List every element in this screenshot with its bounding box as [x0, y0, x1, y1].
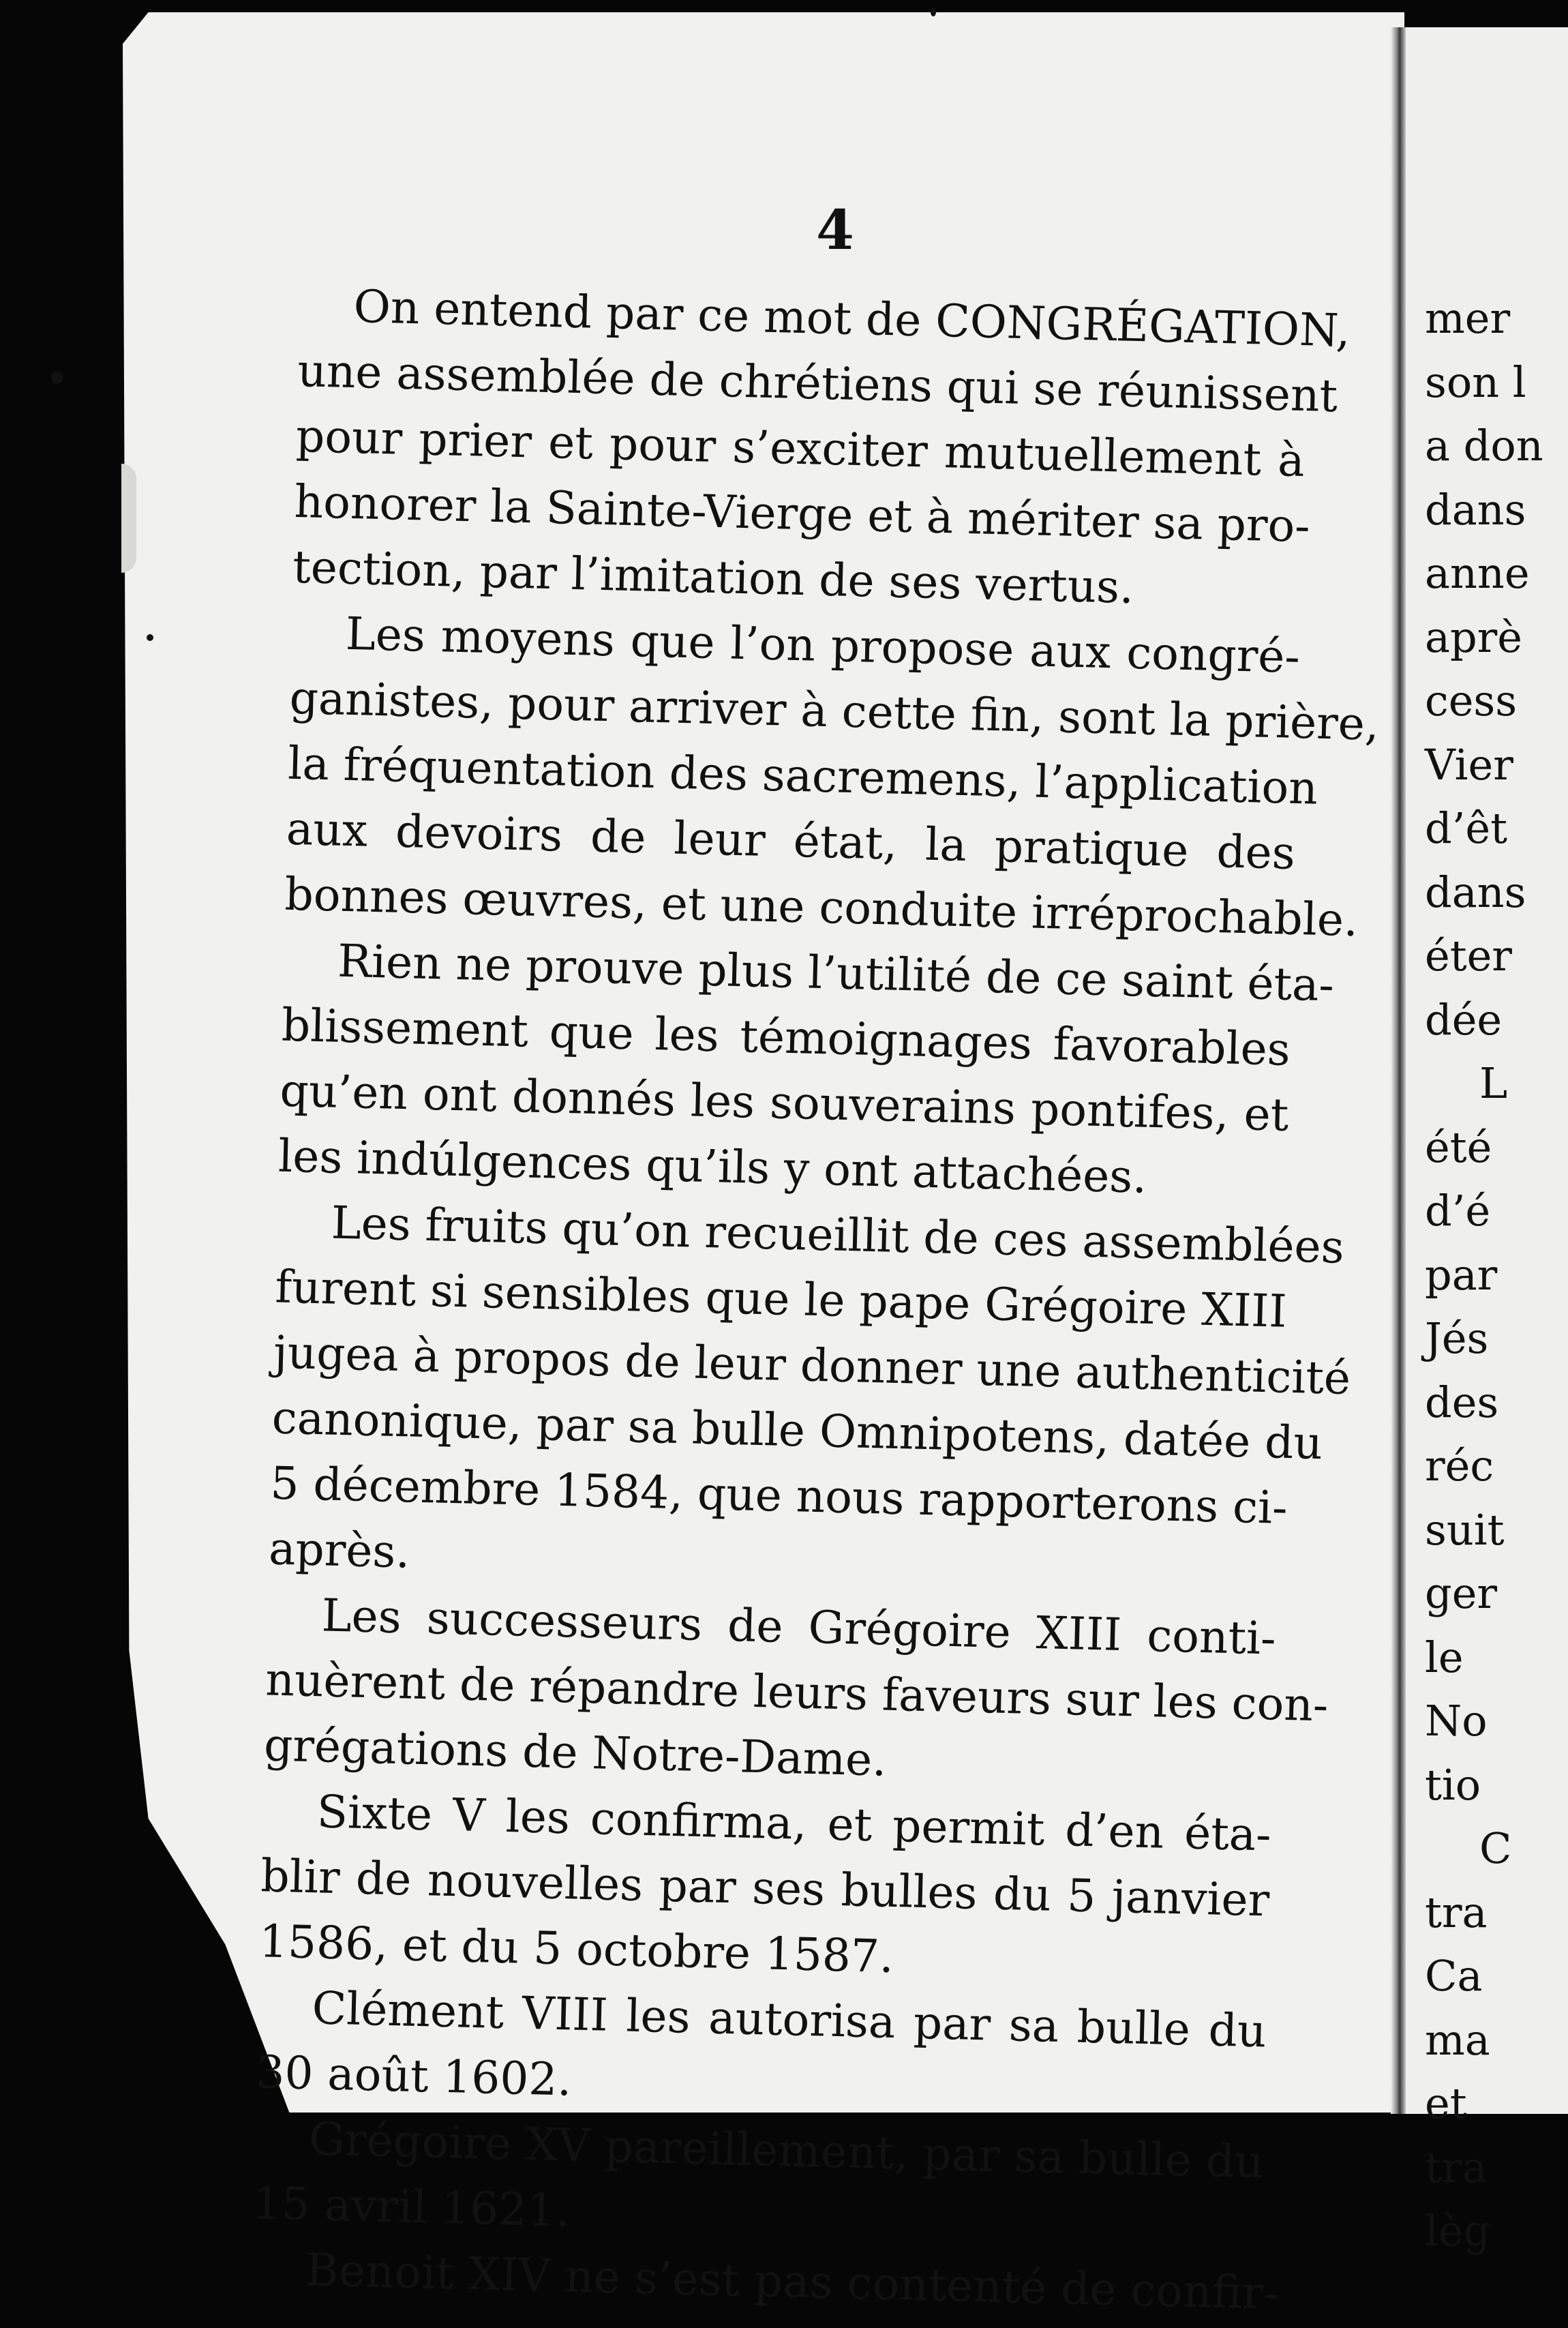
fragment-line: réc: [1425, 1441, 1494, 1491]
text-line: Sixte V les confirma, et permit d’en éta-: [316, 1785, 1272, 1862]
fragment-line: dans: [1425, 484, 1526, 535]
text-line: Clément VIII les autorisa par sa bulle du: [311, 1982, 1267, 2058]
fragment-line: des: [1425, 1377, 1499, 1427]
fragment-line: et: [1425, 2078, 1467, 2128]
fragment-line: éter: [1425, 931, 1512, 981]
text-line: une assemblée de chrétiens qui se réunissent: [297, 344, 1338, 423]
text-line: les indúlgences qu’ils y ont attachées.: [277, 1129, 1148, 1204]
text-line: honorer la Sainte-Vierge et à mériter sa pro-: [293, 475, 1311, 553]
text-line: canonique, par sa bulle Omnipotens, datée du: [271, 1391, 1323, 1470]
ink-speck: [51, 372, 63, 384]
text-line: furent si sensibles que le pape Grégoire XIII: [274, 1260, 1288, 1338]
text-line: Les fruits qu’on recueillit de ces assemblées: [331, 1196, 1345, 1274]
fragment-line: dans: [1425, 867, 1526, 917]
text-line: blissement que les témoignages favorables: [281, 998, 1291, 1076]
book-gutter: [1391, 27, 1406, 2114]
text-line: la fréquentation des sacremens, l’application: [287, 736, 1318, 815]
fragment-line: Ca: [1425, 1951, 1483, 2001]
fragment-line: d’é: [1425, 1186, 1491, 1236]
text-line: grégations de Notre-Dame.: [263, 1718, 888, 1787]
fragment-line: ma: [1425, 2014, 1490, 2065]
fragment-line: été: [1425, 1122, 1492, 1172]
text-line: blir de nouvelles par ses bulles du 5 janvier: [260, 1849, 1271, 1927]
fragment-line: aprè: [1425, 612, 1522, 662]
text-line: qu’en ont donnés les souverains pontifes, et: [279, 1064, 1290, 1141]
fragment-line: lèg: [1425, 2206, 1491, 2256]
fragment-line: tra: [1425, 2142, 1488, 2192]
ink-speck: [147, 634, 153, 641]
fragment-line: d’êt: [1425, 803, 1508, 853]
fragment-line: C: [1479, 1823, 1512, 1873]
fragment-line: L: [1479, 1058, 1508, 1108]
text-line: Benoit XIV ne s’est pas contenté de confir-: [305, 2243, 1280, 2320]
text-line: Grégoire XV pareillement, par sa bulle du: [308, 2113, 1265, 2189]
fragment-line: anne: [1425, 548, 1530, 598]
facing-page-text-fragments: [1425, 286, 1568, 2263]
fragment-line: No: [1425, 1696, 1488, 1746]
fragment-line: suit: [1425, 1504, 1505, 1555]
fragment-line: le: [1425, 1632, 1464, 1682]
text-line: 30 août 1602.: [255, 2046, 573, 2106]
fragment-line: Jés: [1425, 1313, 1489, 1363]
fragment-line: cess: [1425, 676, 1518, 726]
text-line: Les moyens que l’on propose aux congré-: [345, 607, 1301, 683]
fragment-line: Vier: [1425, 739, 1513, 790]
fragment-line: tio: [1425, 1759, 1481, 1810]
text-line: Les successeurs de Grégoire XIII conti-: [320, 1589, 1277, 1665]
text-line: jugea à propos de leur donner une authenticité: [273, 1326, 1351, 1405]
fragment-line: par: [1425, 1249, 1498, 1300]
page-tab-notch: [121, 464, 136, 573]
text-line: 15 avril 1621.: [252, 2177, 571, 2237]
text-line: nuèrent de répandre leurs faveurs sur les con-: [265, 1653, 1329, 1732]
text-line: ganistes, pour arriver à cette fin, sont la prière,: [288, 671, 1380, 751]
text-line: Rien ne prouve plus l’utilité de ce saint éta-: [337, 934, 1335, 1012]
text-line: tection, par l’imitation de ses vertus.: [292, 540, 1134, 614]
text-line: aux devoirs de leur état, la pratique des: [286, 802, 1296, 880]
text-line: bonnes œuvres, et une conduite irréprochable.: [284, 867, 1359, 947]
fragment-line: dée: [1425, 994, 1503, 1045]
text-line: 1586, et du 5 octobre 1587.: [258, 1915, 894, 1984]
fragment-line: tra: [1425, 1887, 1488, 1937]
text-line: 5 décembre 1584, que nous rapporterons ci-: [269, 1457, 1288, 1534]
fragment-line: mer: [1425, 293, 1511, 343]
fragment-line: son l: [1425, 357, 1526, 407]
text-line: après.: [268, 1522, 411, 1579]
text-line: pour prier et pour s’exciter mutuellement à: [295, 409, 1306, 488]
text-line: On entend par ce mot de CONGRÉGATION,: [352, 280, 1351, 357]
fragment-line: a don: [1425, 421, 1543, 471]
fragment-line: ger: [1425, 1568, 1498, 1618]
ink-speck: [931, 8, 936, 16]
page-number: 4: [816, 198, 854, 262]
main-body-text: [250, 273, 1380, 2326]
